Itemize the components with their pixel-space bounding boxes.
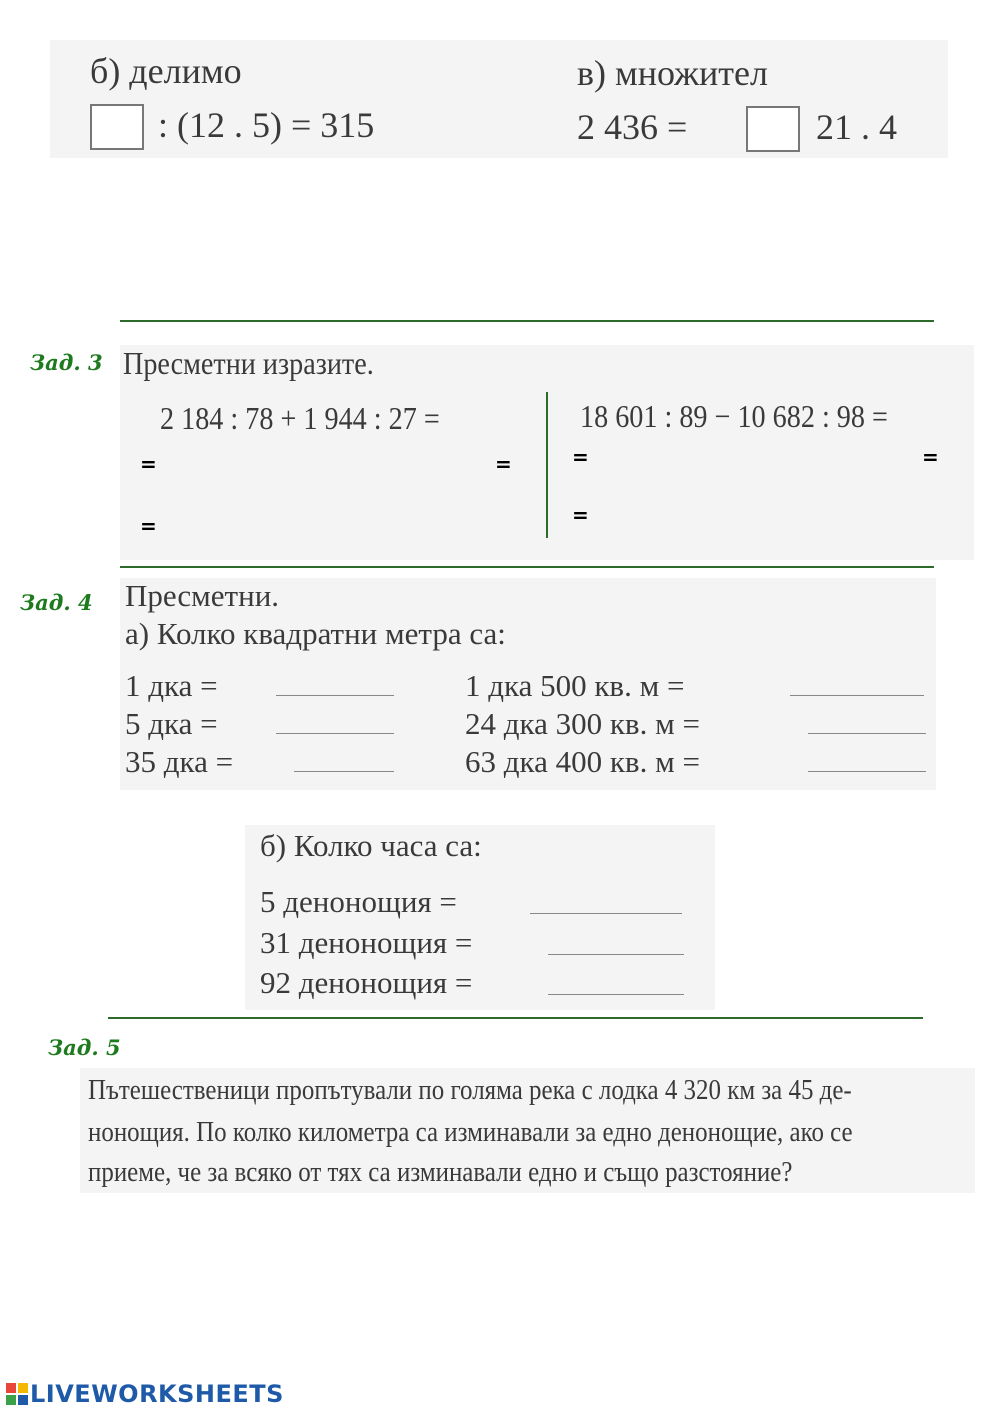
task3-instruction: Пресметни изразите.	[123, 345, 374, 381]
task5-line-1: Пътешественици пропътували по голяма река с лодка 4 320 км за 45 де-	[88, 1074, 852, 1106]
task5-label: Зад. 5	[48, 1035, 121, 1060]
task4a-right-row-2: 24 дка 300 кв. м =	[465, 706, 700, 741]
brand-logo	[6, 1380, 284, 1408]
task4a-right-answer-3[interactable]	[808, 744, 930, 772]
task3-left-eq-2: =	[495, 452, 512, 476]
task3-right-eq-2: =	[922, 445, 939, 469]
task3-left-answer-1[interactable]	[160, 450, 489, 478]
answer-box-multiplier[interactable]	[746, 106, 800, 152]
task3-right-expression: 18 601 : 89 − 10 682 : 98 =	[580, 398, 888, 434]
divider-1	[120, 320, 934, 322]
task4b-row-3: 92 денонощия =	[260, 965, 473, 1000]
task4a-left-answer-1[interactable]	[276, 668, 398, 696]
task3-right-eq-3: =	[572, 503, 589, 527]
task4a-left-row-1: 1 дка =	[125, 668, 218, 703]
task4a-right-answer-1[interactable]	[790, 668, 928, 696]
task5-line-3: приеме, че за всяко от тях са изминавали едно и също разстояние?	[88, 1156, 793, 1188]
task4-instruction: Пресметни.	[125, 578, 280, 613]
task4a-left-row-2: 5 дка =	[125, 706, 218, 741]
part-v-left: 2 436 =	[577, 107, 688, 147]
task4a-right-row-3: 63 дка 400 кв. м =	[465, 744, 700, 779]
liveworksheets-logo-icon	[6, 1383, 28, 1405]
divider-2	[120, 566, 934, 568]
part-b-expression: : (12 . 5) = 315	[158, 105, 375, 145]
task3-left-eq-1: =	[140, 452, 157, 476]
task3-left-eq-3: =	[140, 514, 157, 538]
task4a-left-answer-2[interactable]	[276, 706, 398, 734]
task4a-right-answer-2[interactable]	[808, 706, 930, 734]
task5-answer-area[interactable]	[88, 1210, 972, 1354]
part-b-title: б) делимо	[90, 51, 242, 91]
task3-column-divider	[546, 392, 548, 538]
task4b-title: б) Колко часа са:	[260, 828, 482, 863]
task4b-row-2: 31 денонощия =	[260, 925, 473, 960]
task3-right-eq-1: =	[572, 445, 589, 469]
task3-left-final-answer[interactable]	[160, 512, 534, 540]
answer-box-dividend[interactable]	[90, 104, 144, 150]
brand-name: LIVEWORKSHEETS	[30, 1380, 284, 1408]
task4b-answer-3[interactable]	[548, 967, 688, 995]
task3-label: Зад. 3	[30, 350, 103, 375]
task3-left-expression: 2 184 : 78 + 1 944 : 27 =	[160, 400, 440, 436]
part-v-title: в) множител	[577, 53, 768, 93]
task4b-row-1: 5 денонощия =	[260, 884, 457, 919]
task4b-answer-2[interactable]	[548, 927, 688, 955]
task4a-title: а) Колко квадратни метра са:	[125, 616, 506, 651]
divider-3	[108, 1017, 923, 1019]
part-v-right: 21 . 4	[816, 107, 897, 147]
task4b-answer-1[interactable]	[530, 886, 686, 914]
task4a-left-answer-3[interactable]	[294, 744, 398, 772]
task4-label: Зад. 4	[20, 590, 93, 615]
task5-line-2: нонощия. По колко километра са изминавали за едно денонощие, ако се	[88, 1116, 853, 1148]
task3-left-answer-2[interactable]	[510, 450, 544, 478]
task3-right-answer-1[interactable]	[592, 443, 918, 471]
task4a-right-row-1: 1 дка 500 кв. м =	[465, 668, 685, 703]
task3-right-answer-2[interactable]	[938, 443, 972, 471]
task4a-left-row-3: 35 дка =	[125, 744, 234, 779]
task3-right-final-answer[interactable]	[592, 501, 966, 529]
